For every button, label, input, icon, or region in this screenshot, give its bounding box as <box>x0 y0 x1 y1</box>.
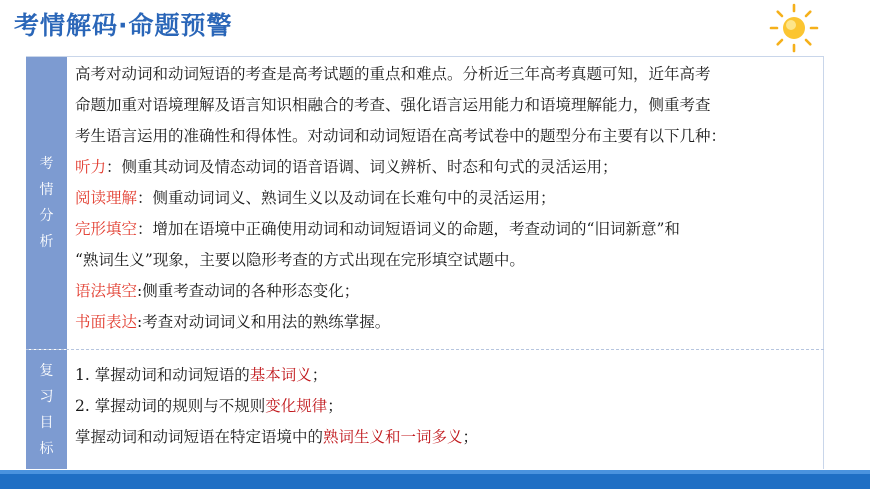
intro-line: 高考对动词和动词短语的考查是高考试题的重点和难点。分析近三年高考真题可知，近年高考 <box>75 65 711 83</box>
review-goals-label <box>26 350 67 469</box>
item-key: 阅读理解 <box>75 189 138 207</box>
label-char: 析 <box>39 234 54 250</box>
item-key: 听力 <box>75 158 107 176</box>
item-text: 增加在语境中正确使用动词和动词短语词义的命题，考查动词的“旧词新意”和 <box>152 220 680 238</box>
goal-text: 2. 掌握动词的规则与不规则 <box>75 397 266 415</box>
intro-line: 考生语言运用的准确性和得体性。对动词和动词短语在高考试卷中的题型分布主要有以下几种： <box>75 127 727 145</box>
item-text: “熟词生义”现象，主要以隐形考查的方式出现在完形填空试题中。 <box>75 251 525 269</box>
item-text: 侧重其动词及情态动词的语音语调、词义辨析、时态和句式的灵活运用； <box>121 158 618 176</box>
goal-emphasis: 变化规律 <box>265 397 328 415</box>
exam-analysis-label <box>26 57 67 349</box>
item-cloze <box>75 214 817 245</box>
item-sep: ： <box>106 158 122 176</box>
goal-end: ； <box>327 397 343 415</box>
goal-item <box>75 391 817 422</box>
item-sep: ： <box>137 189 153 207</box>
label-char: 情 <box>39 182 54 198</box>
item-text: 侧重动词词义、熟词生义以及动词在长难句中的灵活运用； <box>152 189 556 207</box>
bottom-bar <box>0 470 870 489</box>
goal-text: 1. 掌握动词和动词短语的 <box>75 366 250 384</box>
review-goals-content <box>68 350 824 469</box>
label-char: 分 <box>39 208 54 224</box>
intro-line: 命题加重对语境理解及语言知识相融合的考查、强化语言运用能力和语境理解能力，侧重考查 <box>75 96 711 114</box>
label-char: 复 <box>39 362 54 379</box>
item-key: 书面表达 <box>75 313 138 331</box>
label-char: 目 <box>39 414 54 431</box>
item-sep: : <box>137 282 143 300</box>
item-key: 完形填空 <box>75 220 138 238</box>
item-text: 侧重考查动词的各种形态变化； <box>142 282 360 300</box>
goal-item <box>75 422 817 453</box>
bottom-bar-stripe <box>0 470 870 474</box>
goal-text: 掌握动词和动词短语在特定语境中的 <box>75 428 324 446</box>
goal-end: ； <box>462 428 479 446</box>
item-listening <box>75 152 817 183</box>
exam-analysis-row <box>26 57 824 350</box>
label-char: 标 <box>39 440 54 457</box>
goal-emphasis: 基本词义 <box>249 366 312 384</box>
analysis-table <box>26 56 824 469</box>
label-char: 考 <box>39 156 54 172</box>
item-writing <box>75 307 817 338</box>
item-sep: : <box>137 313 143 331</box>
goal-item <box>75 360 817 391</box>
item-sep: ： <box>137 220 153 238</box>
item-text: 考查对动词词义和用法的熟练掌握。 <box>142 313 391 331</box>
goal-emphasis: 熟词生义和一词多义 <box>323 428 463 446</box>
exam-analysis-content <box>68 57 824 349</box>
item-grammar <box>75 276 817 307</box>
label-char: 习 <box>39 388 54 405</box>
item-reading <box>75 183 817 214</box>
review-goals-row <box>26 350 824 469</box>
goal-end: ； <box>311 366 328 384</box>
item-key: 语法填空 <box>75 282 138 300</box>
page-title: 考情解码·命题预警 <box>14 11 233 40</box>
sun-icon <box>768 2 820 54</box>
item-cloze-continued <box>75 245 817 276</box>
